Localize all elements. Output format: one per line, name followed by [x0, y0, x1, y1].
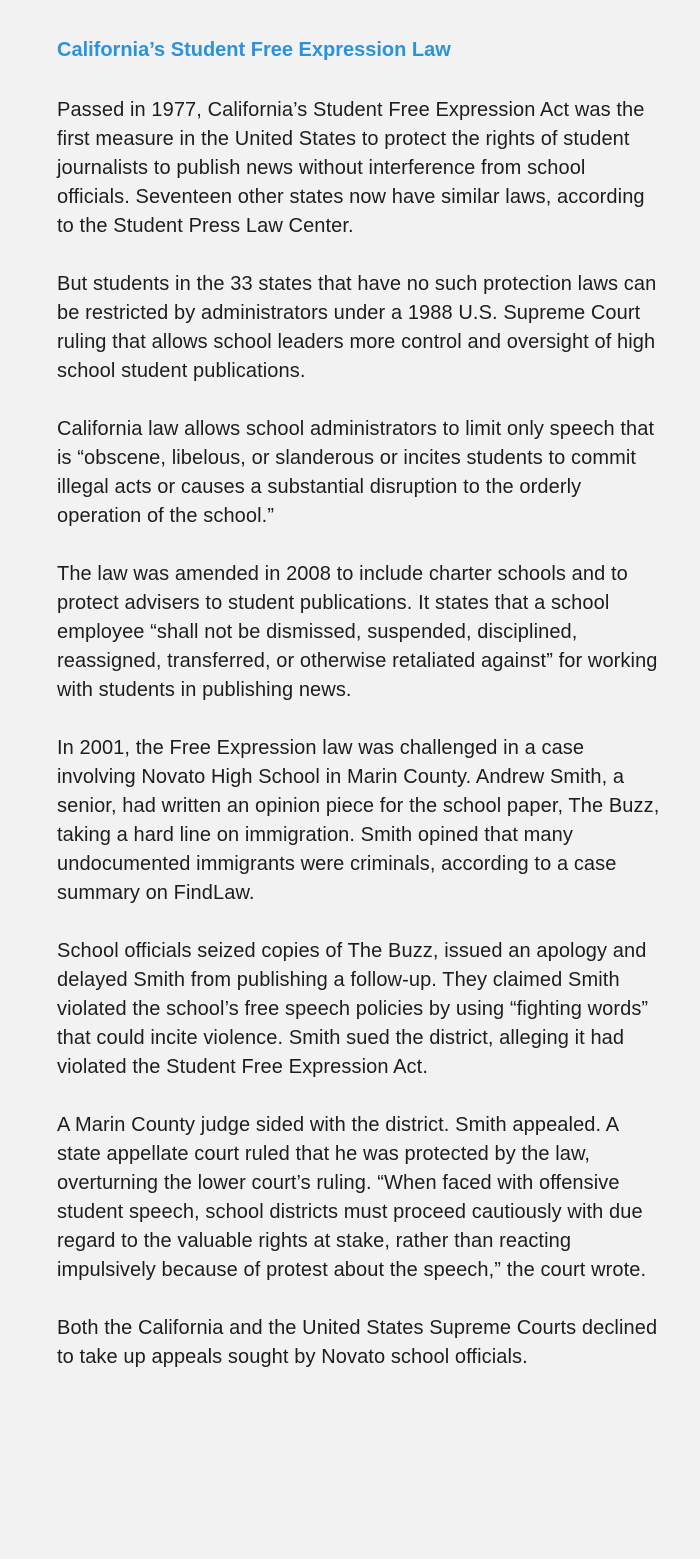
- article-paragraph: In 2001, the Free Expression law was challenged in a case involving Novato High School in Marin County. Andrew Smith, a senior, had written an opinion piece for the school paper, The Buzz, taking a hard line on immigration. Smith opined that many undocumented immigrants were criminals, according to a case summary on FindLaw.: [57, 737, 660, 904]
- article-paragraph: California law allows school administrators to limit only speech that is “obscene, libelous, or slanderous or incites students to commit illegal acts or causes a substantial disruption to the orderly operation of the school.”: [57, 418, 655, 527]
- article-paragraph: The law was amended in 2008 to include charter schools and to protect advisers to student publications. It states that a school employee “shall not be dismissed, suspended, disciplined, reassigned, transferred, or otherwise retaliated against” for working with students in publishing news.: [57, 563, 658, 701]
- article-paragraph: Passed in 1977, California’s Student Free Expression Act was the first measure in the United States to protect the rights of student journalists to publish news without interference from school officials. Seventeen other states now have similar laws, according to the Student Press Law Center.: [57, 99, 645, 237]
- article-paragraph: Both the California and the United States Supreme Courts declined to take up appeals sought by Novato school officials.: [57, 1317, 658, 1368]
- article-paragraph: But students in the 33 states that have no such protection laws can be restricted by administrators under a 1988 U.S. Supreme Court ruling that allows school leaders more control and oversight of high school student publications.: [57, 273, 657, 382]
- article-paragraph: A Marin County judge sided with the district. Smith appealed. A state appellate court ruled that he was protected by the law, overturning the lower court’s ruling. “When faced with offensive student speech, school districts must proceed cautiously with due regard to the valuable rights at stake, rather than reacting impulsively because of protest about the speech,” the court wrote.: [57, 1114, 647, 1281]
- article-paragraph: School officials seized copies of The Buzz, issued an apology and delayed Smith from publishing a follow-up. They claimed Smith violated the school’s free speech policies by using “fighting words” that could incite violence. Smith sued the district, alleging it had violated the Student Free Expression Act.: [57, 940, 649, 1078]
- article-title: California’s Student Free Expression Law: [57, 39, 451, 61]
